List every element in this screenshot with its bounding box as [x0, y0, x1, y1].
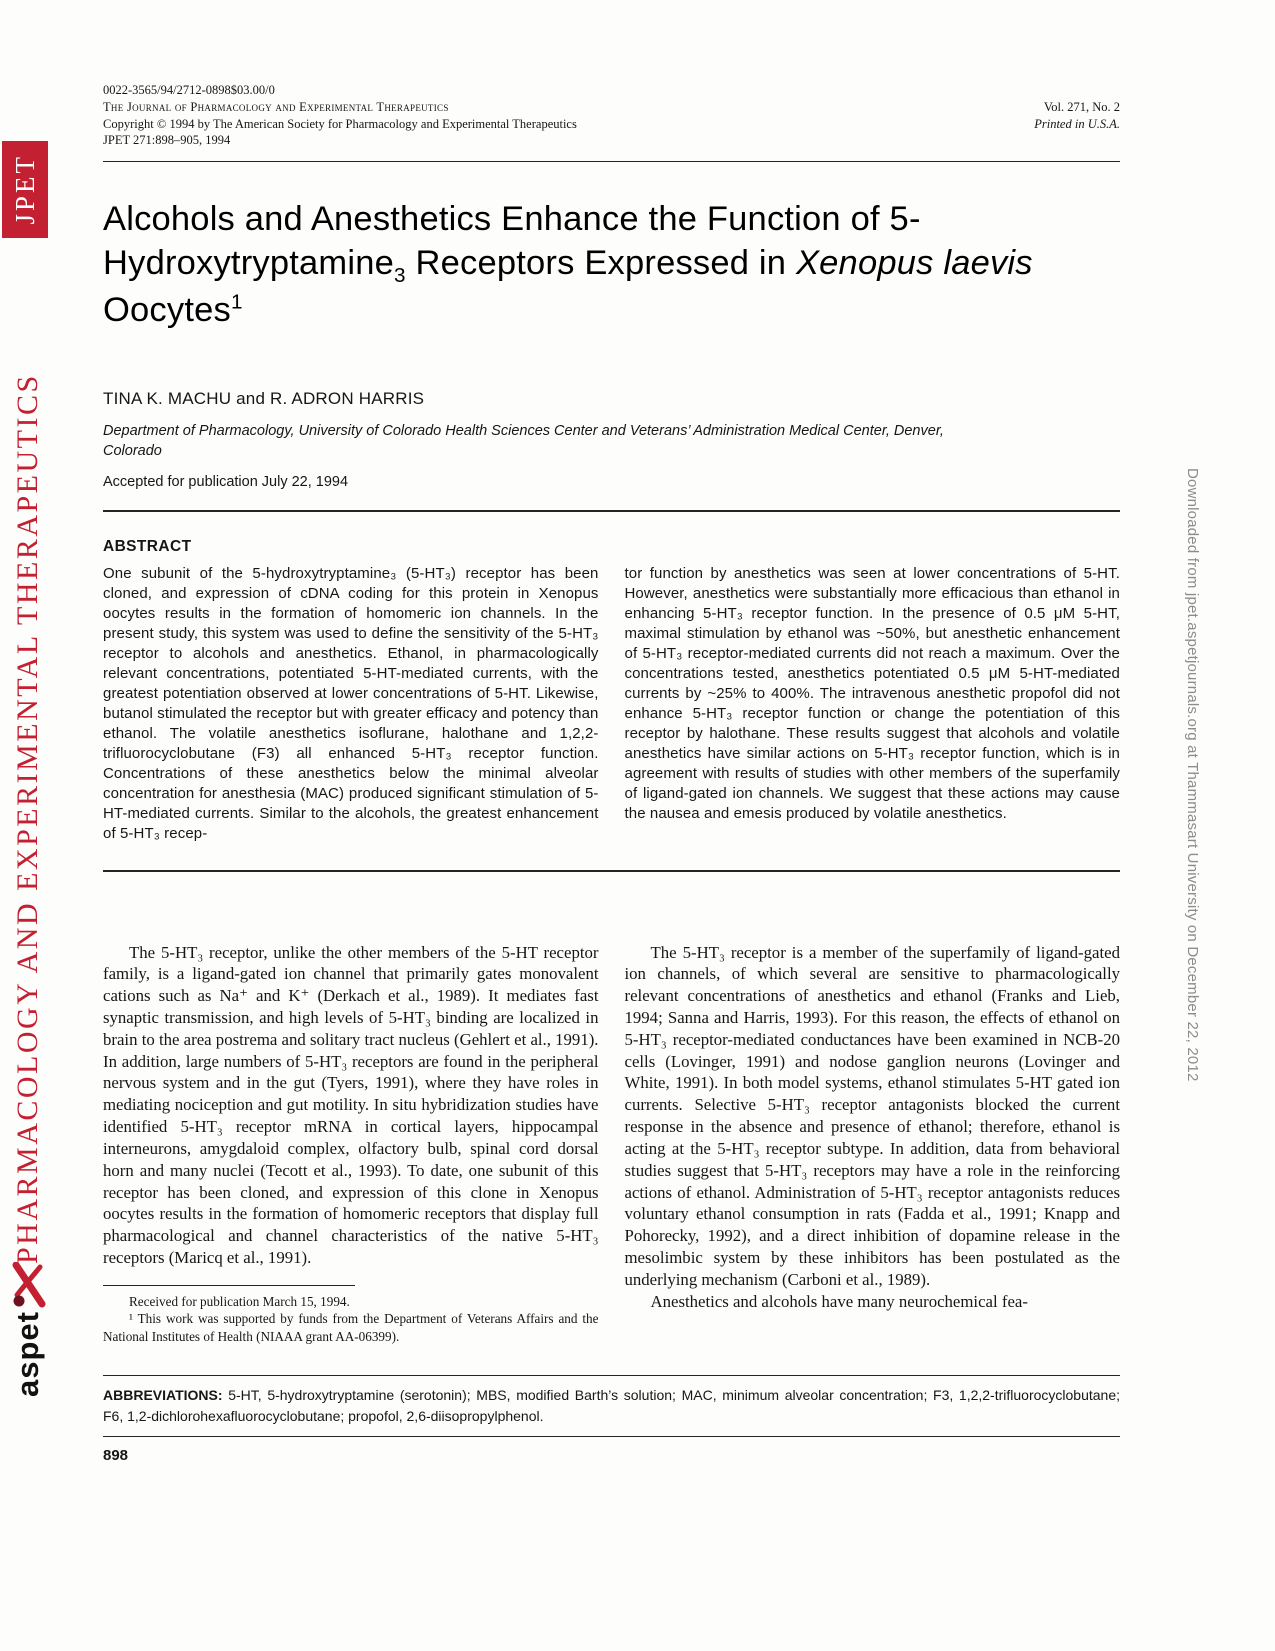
- abstract-heading: ABSTRACT: [103, 538, 192, 556]
- authors-line: TINA K. MACHU and R. ADRON HARRIS: [103, 388, 425, 408]
- body-column-right: [625, 942, 1121, 1346]
- accepted-line: Accepted for publication July 22, 1994: [103, 474, 349, 491]
- copyright-line: Copyright © 1994 by The American Society for Pharmacology and Experimental Therapeutics: [103, 116, 577, 131]
- jpet-logo-text: JPET: [9, 154, 40, 225]
- footnote-received: Received for publication March 15, 1994.: [129, 1293, 350, 1309]
- article-title: Alcohols and Anesthetics Enhance the Function of 5-Hydroxytryptamine$_3$ Receptors Expressed in Xenopus laevis Oocytes$^1$: [103, 200, 1033, 329]
- journal-header: [103, 82, 1120, 149]
- body-column-left: [103, 942, 599, 1346]
- journal-name-vertical-text: PHARMACOLOGY AND EXPERIMENTAL THERAPEUTICS: [11, 373, 44, 1264]
- journal-header-left: [103, 82, 577, 149]
- footnote-divider: [103, 1285, 355, 1286]
- volume-line: Vol. 271, No. 2: [1043, 100, 1120, 114]
- abbreviations-text: 5-HT, 5-hydroxytryptamine (serotonin); MBS, modified Barth’s solution; MAC, minimum alveolar concentration; F3, 1,2,2-trifluorocyclobutane; F6, 1,2-dichlorohexafluorocyclobutane; propofol, 2,6-diisopropylphenol.: [103, 1387, 1120, 1424]
- page-number: 898: [103, 1446, 129, 1464]
- aspet-mortar-pestle-icon: [9, 1262, 47, 1308]
- journal-header-right: [1034, 82, 1120, 149]
- download-watermark: Downloaded from jpet.aspetjournals.org at Thammasart University on December 22, 2012: [1184, 468, 1201, 1082]
- body-paragraph: The 5-HT₃ receptor is a member of the superfamily of ligand-gated ion channels, of which several are sensitive to pharmacologically relevant concentrations of anesthetics and ethanol (Franks and Lieb, 1994; Sanna and Harris, 1993). For this reason, the effects of ethanol on 5-HT₃ receptor-mediated conductances have been examined in NCB-20 cells (Lovinger, 1991) and nodose ganglion neurons (Lovinger and White, 1991). In both model systems, ethanol stimulates 5-HT gated ion currents. Selective 5-HT₃ receptor antagonists blocked the current response in the absence and presence of ethanol; therefore, ethanol is acting at the 5-HT₃ receptor subtype. In addition, data from behavioral studies suggest that 5-HT₃ receptors may have a role in the reinforcing actions of ethanol. Administration of 5-HT₃ receptor antagonists reduces voluntary ethanol consumption in rats (Fadda et al., 1991; Knapp and Pohorecky, 1992), and a direct inhibition of dopamine release in the mesolimbic system by these inhibitors has been postulated as the underlying mechanism (Carboni et al., 1989).: [624, 942, 1120, 1289]
- abbreviations-label: ABBREVIATIONS:: [103, 1387, 223, 1404]
- footnote-support: ¹ This work was supported by funds from the Department of Veterans Affairs and the National Institutes of Health (NIAAA grant AA-06399).: [103, 1311, 599, 1344]
- aspet-logo: [5, 1262, 51, 1397]
- affiliation-line: Department of Pharmacology, University of Colorado Health Sciences Center and Veterans’ Administration Medical Center, Denver, Colorado: [103, 422, 944, 460]
- printed-in-line: Printed in U.S.A.: [1034, 116, 1120, 131]
- body-paragraph: The 5-HT₃ receptor, unlike the other members of the 5-HT receptor family, is a ligand-gated ion channel that primarily gates monovalent cations such as Na⁺ and K⁺ (Derkach et al., 1989). It mediates fast synaptic transmission, and high levels of 5-HT₃ binding are localized in brain to the area postrema and solitary tract nucleus (Gehlert et al., 1991). In addition, large numbers of 5-HT₃ receptors are found in the peripheral nervous system and in the gut (Tyers, 1991), where they have roles in mediating nociception and gut motility. In situ hybridization studies have identified 5-HT₃ receptor mRNA in cortical layers, hippocampal interneurons, amygdaloid complex, olfactory bulb, spinal cord dorsal horn and many nuclei (Tecott et al., 1993). To date, one subunit of this receptor has been cloned, and expression of this clone in Xenopus oocytes results in the formation of homomeric receptors that display full pharmacological and channel characteristics of the native 5-HT₃ receptors (Maricq et al., 1991).: [103, 942, 599, 1268]
- citation-line: JPET 271:898–905, 1994: [103, 133, 231, 148]
- journal-name-line: The Journal of Pharmacology and Experimental Therapeutics: [103, 99, 449, 114]
- abstract-column-left: One subunit of the 5-hydroxytryptamine₃ (5-HT₃) receptor has been cloned, and expression of cDNA coding for this protein in Xenopus oocytes results in the formation of homomeric ion channels. In the present study, this system was used to define the sensitivity of the 5-HT₃ receptor to alcohols and anesthetics. Ethanol, in pharmacologically relevant concentrations, potentiated 5-HT-mediated currents, with the greatest potentiation observed at lower concentrations of 5-HT. Likewise, butanol stimulated the receptor but with greater efficacy and potency than ethanol. The volatile anesthetics isoflurane, halothane and 1,2,2-trifluorocyclobutane (F3) all enhanced 5-HT₃ receptor function. Concentrations of these anesthetics below the minimal alveolar concentration for anesthesia (MAC) produced significant stimulation of 5-HT-mediated currents. Similar to the alcohols, the greatest enhancement of 5-HT₃ recep-: [103, 565, 599, 842]
- issn-line: 0022-3565/94/2712-0898$03.00/0: [103, 83, 275, 97]
- abbreviations: [103, 1375, 1120, 1437]
- footnote-block: [103, 1285, 599, 1345]
- body-paragraph: Anesthetics and alcohols have many neurochemical fea-: [650, 1291, 1028, 1311]
- article-content: [103, 82, 1120, 1464]
- journal-name-vertical: [8, 252, 48, 1264]
- aspet-logo-text: aspet: [10, 1311, 45, 1397]
- body-section: [103, 942, 1120, 1346]
- jpet-logo: [2, 141, 48, 238]
- abstract-top-divider: [103, 510, 1120, 512]
- abstract-column-right: tor function by anesthetics was seen at lower concentrations of 5-HT. However, anesthetics were substantially more efficacious than ethanol in enhancing 5-HT₃ receptor function. In the presence of 0.5 μM 5-HT, maximal stimulation by ethanol was ~50%, but anesthetic enhancement of 5-HT₃ receptor-mediated currents did not reach a maximum. Over the concentrations tested, anesthetics potentiated 0.5 μM 5-HT-mediated currents by ~25% to 400%. The intravenous anesthetic propofol did not enhance 5-HT₃ receptor function or change the potentiation of this receptor by halothane. These results suggest that alcohols and volatile anesthetics have similar actions on 5-HT₃ receptor function, which is in agreement with results of studies with other members of the superfamily of ligand-gated ion channels. We suggest that these actions may cause the nausea and emesis produced by volatile anesthetics.: [624, 565, 1120, 822]
- header-divider: [103, 161, 1120, 162]
- abstract-section: [103, 564, 1120, 843]
- abstract-bottom-divider: [103, 870, 1120, 872]
